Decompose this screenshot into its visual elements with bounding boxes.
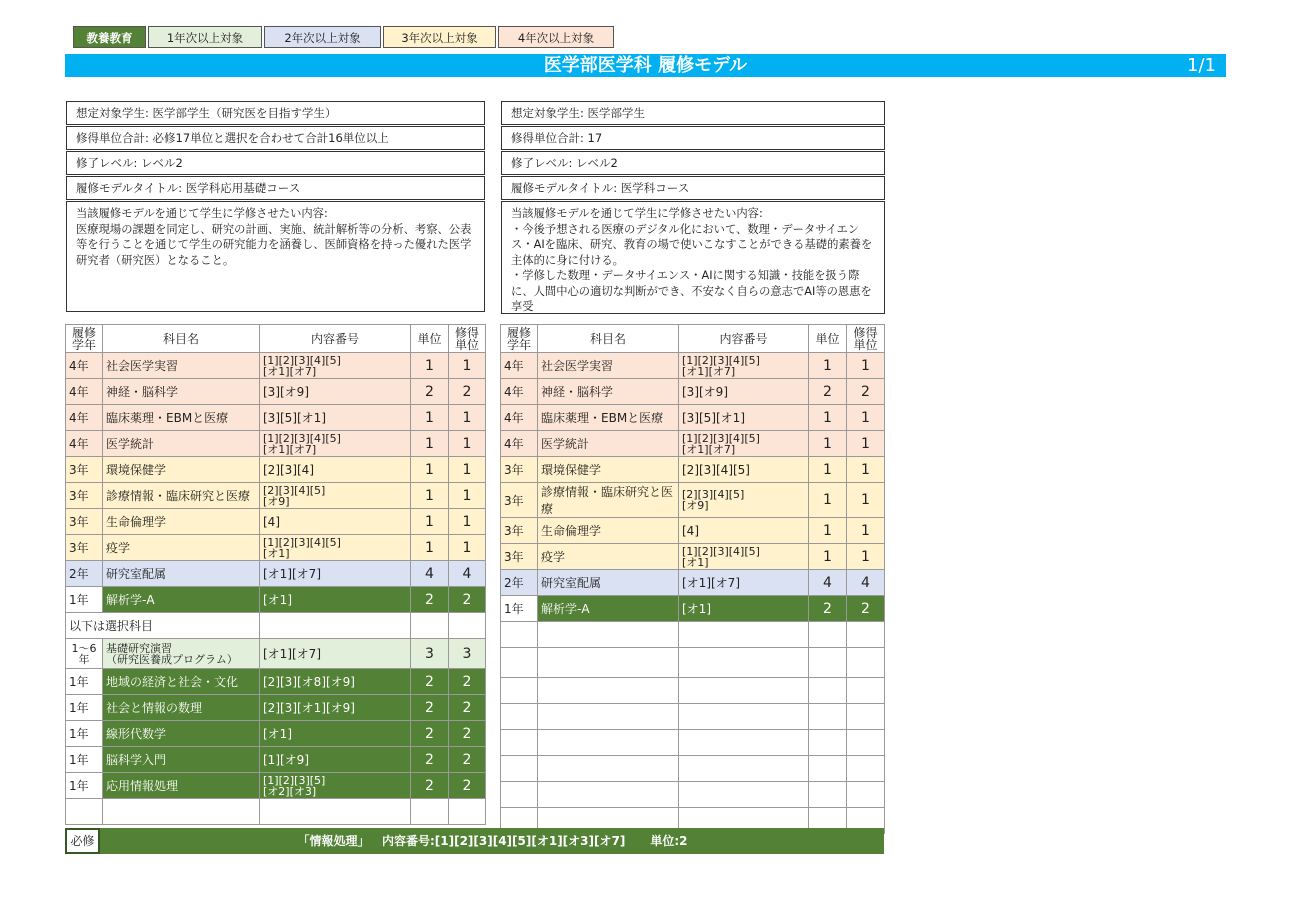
course-name: 生命倫理学	[103, 509, 260, 535]
course-name: 地域の経済と社会・文化	[103, 669, 260, 695]
course-unit: 1	[809, 518, 847, 544]
content-code: [2][3][オ1][オ9]	[260, 695, 411, 721]
course-year: 3年	[66, 535, 103, 561]
legend-year1: 1年次以上対象	[148, 26, 262, 48]
course-name: 社会医学実習	[538, 353, 679, 379]
right-course-table	[500, 324, 885, 834]
course-unit: 4	[411, 561, 449, 587]
content-code: [オ1][オ7]	[679, 570, 809, 596]
course-name: 臨床薬理・EBMと医療	[538, 405, 679, 431]
content-code: [1][2][3][4][5] [オ1][オ7]	[679, 431, 809, 457]
course-year: 1年	[66, 747, 103, 773]
required-course-info: 「情報処理」 内容番号:[1][2][3][4][5][オ1][オ3][オ7] 単位:2	[297, 834, 688, 848]
page-number: 1/1	[1187, 55, 1216, 76]
course-unit: 2	[411, 747, 449, 773]
course-unit: 2	[411, 669, 449, 695]
content-code: [4]	[679, 518, 809, 544]
empty-cell	[538, 648, 679, 678]
header-year: 履修 学年	[501, 325, 538, 353]
content-code: [1][2][3][5] [オ2][オ3]	[260, 773, 411, 799]
course-year: 3年	[66, 509, 103, 535]
earned-unit: 2	[449, 747, 486, 773]
earned-unit: 1	[449, 535, 486, 561]
earned-unit: 2	[449, 669, 486, 695]
right-info-panel	[501, 101, 885, 314]
right-model-title: 履修モデルタイトル: 医学科コース	[501, 176, 885, 200]
table-row	[501, 704, 885, 730]
content-code: [オ1]	[260, 587, 411, 613]
empty-cell	[809, 756, 847, 782]
course-name: 臨床薬理・EBMと医療	[103, 405, 260, 431]
course-name: 応用情報処理	[103, 773, 260, 799]
earned-unit: 1	[449, 353, 486, 379]
course-name: 医学統計	[538, 431, 679, 457]
earned-unit: 1	[847, 431, 885, 457]
table-row	[501, 622, 885, 648]
empty-cell	[679, 648, 809, 678]
header-unit: 単位	[411, 325, 449, 353]
course-name: 疫学	[103, 535, 260, 561]
content-code: [2][3][オ8][オ9]	[260, 669, 411, 695]
course-name: 研究室配属	[538, 570, 679, 596]
course-name: 医学統計	[103, 431, 260, 457]
empty-cell	[679, 704, 809, 730]
content-code: [2][3][4][5] [オ9]	[260, 483, 411, 509]
left-target-students: 想定対象学生: 医学部学生（研究医を目指す学生）	[66, 101, 485, 125]
earned-unit: 2	[847, 596, 885, 622]
content-code: [オ1][オ7]	[260, 561, 411, 587]
course-name: 環境保健学	[538, 457, 679, 483]
title-banner	[65, 54, 1226, 77]
earned-unit: 1	[449, 509, 486, 535]
course-name: 神経・脳科学	[538, 379, 679, 405]
empty-cell	[538, 782, 679, 808]
empty-cell	[538, 622, 679, 648]
course-year: 3年	[501, 518, 538, 544]
course-unit: 4	[809, 570, 847, 596]
table-row	[66, 721, 486, 747]
earned-unit: 1	[847, 457, 885, 483]
empty-cell	[449, 799, 486, 825]
course-year: 3年	[66, 457, 103, 483]
table-row	[66, 353, 486, 379]
content-code: [2][3][4]	[260, 457, 411, 483]
course-unit: 1	[411, 353, 449, 379]
table-row	[66, 405, 486, 431]
course-unit: 2	[411, 773, 449, 799]
empty-cell	[501, 648, 538, 678]
table-row	[501, 483, 885, 518]
required-badge: 必修	[65, 828, 100, 854]
course-unit: 1	[411, 457, 449, 483]
earned-unit: 1	[449, 431, 486, 457]
header-year: 履修 学年	[66, 325, 103, 353]
course-unit: 1	[809, 353, 847, 379]
empty-cell	[809, 704, 847, 730]
table-row	[501, 457, 885, 483]
content-code: [1][2][3][4][5] [オ1]	[679, 544, 809, 570]
table-row	[501, 782, 885, 808]
course-name: 診療情報・臨床研究と医療	[538, 483, 679, 518]
empty-cell	[679, 756, 809, 782]
course-year: 4年	[501, 405, 538, 431]
earned-unit: 4	[847, 570, 885, 596]
earned-unit: 2	[449, 587, 486, 613]
course-year: 4年	[501, 379, 538, 405]
empty-cell	[501, 678, 538, 704]
table-row	[66, 639, 486, 669]
course-unit: 1	[411, 535, 449, 561]
year-legend	[73, 26, 616, 48]
header-earned: 修得 単位	[847, 325, 885, 353]
course-unit: 2	[411, 379, 449, 405]
content-code: [オ1]	[260, 721, 411, 747]
table-row	[66, 379, 486, 405]
course-unit: 1	[411, 509, 449, 535]
empty-cell	[411, 799, 449, 825]
empty-cell	[103, 799, 260, 825]
empty-cell	[260, 799, 411, 825]
table-row	[66, 773, 486, 799]
earned-unit: 1	[847, 483, 885, 518]
table-row	[501, 431, 885, 457]
course-unit: 1	[809, 457, 847, 483]
table-row	[501, 596, 885, 622]
course-name: 脳科学入門	[103, 747, 260, 773]
course-unit: 1	[809, 483, 847, 518]
left-model-title: 履修モデルタイトル: 医学科応用基礎コース	[66, 176, 485, 200]
empty-cell	[847, 648, 885, 678]
course-unit: 2	[411, 721, 449, 747]
content-code: [3][オ9]	[260, 379, 411, 405]
left-level: 修了レベル: レベル2	[66, 151, 485, 175]
table-row	[66, 747, 486, 773]
course-year: 4年	[66, 431, 103, 457]
content-code: [3][5][オ1]	[679, 405, 809, 431]
course-name: 基礎研究演習 （研究医養成プログラム）	[103, 639, 260, 669]
empty-cell	[538, 730, 679, 756]
right-level: 修了レベル: レベル2	[501, 151, 885, 175]
earned-unit: 4	[449, 561, 486, 587]
earned-unit: 1	[449, 405, 486, 431]
required-course-footer	[65, 828, 884, 854]
empty-cell	[449, 613, 486, 639]
earned-unit: 2	[449, 773, 486, 799]
empty-cell	[847, 622, 885, 648]
empty-cell	[679, 730, 809, 756]
right-target-students: 想定対象学生: 医学部学生	[501, 101, 885, 125]
table-row	[501, 379, 885, 405]
earned-unit: 3	[449, 639, 486, 669]
table-row	[501, 518, 885, 544]
content-code: [1][2][3][4][5] [オ1]	[260, 535, 411, 561]
earned-unit: 2	[847, 379, 885, 405]
course-name: 社会医学実習	[103, 353, 260, 379]
empty-cell	[501, 756, 538, 782]
earned-unit: 1	[847, 353, 885, 379]
legend-year4: 4年次以上対象	[498, 26, 614, 48]
content-code: [3][5][オ1]	[260, 405, 411, 431]
table-row	[501, 405, 885, 431]
right-total-units: 修得単位合計: 17	[501, 126, 885, 150]
table-row	[501, 678, 885, 704]
content-code: [2][3][4][5]	[679, 457, 809, 483]
empty-cell	[501, 730, 538, 756]
table-row	[501, 648, 885, 678]
course-name: 解析学-A	[103, 587, 260, 613]
course-unit: 3	[411, 639, 449, 669]
course-name: 研究室配属	[103, 561, 260, 587]
table-row	[66, 799, 486, 825]
header-earned: 修得 単位	[449, 325, 486, 353]
course-name: 神経・脳科学	[103, 379, 260, 405]
course-name: 疫学	[538, 544, 679, 570]
course-year: 4年	[66, 379, 103, 405]
legend-year2: 2年次以上対象	[264, 26, 381, 48]
course-unit: 1	[809, 431, 847, 457]
content-code: [1][2][3][4][5] [オ1][オ7]	[260, 353, 411, 379]
content-code: [2][3][4][5] [オ9]	[679, 483, 809, 518]
empty-cell	[260, 613, 411, 639]
course-year: 4年	[66, 353, 103, 379]
content-code: [4]	[260, 509, 411, 535]
empty-cell	[66, 799, 103, 825]
course-year: 1年	[66, 773, 103, 799]
table-row	[66, 509, 486, 535]
content-code: [1][オ9]	[260, 747, 411, 773]
course-year: 1年	[66, 721, 103, 747]
course-name: 環境保健学	[103, 457, 260, 483]
table-row	[66, 535, 486, 561]
course-unit: 1	[809, 405, 847, 431]
left-course-table	[65, 324, 486, 825]
empty-cell	[538, 704, 679, 730]
legend-year3: 3年次以上対象	[383, 26, 496, 48]
earned-unit: 1	[847, 518, 885, 544]
course-unit: 2	[809, 596, 847, 622]
legend-general-education: 教養教育	[73, 26, 146, 48]
table-row	[501, 756, 885, 782]
header-course-name: 科目名	[103, 325, 260, 353]
section-note: 以下は選択科目	[66, 613, 260, 639]
right-description: 当該履修モデルを通じて学生に学修させたい内容: ・今後予想される医療のデジタル化において、数理・データサイエンス・AIを臨床、研究、教育の場で使いこなすことができる基礎的素養を主体的に身に付ける。 ・学修した数理・データサイエンス・AIに関する知識・技能を扱う際に、人間中心の適切な判断ができ、不安なく自らの意志でAI等の恩恵を享受	[501, 201, 885, 314]
table-row	[66, 669, 486, 695]
table-row	[66, 431, 486, 457]
empty-cell	[679, 622, 809, 648]
course-name: 社会と情報の数理	[103, 695, 260, 721]
empty-cell	[847, 678, 885, 704]
course-name: 生命倫理学	[538, 518, 679, 544]
earned-unit: 2	[449, 721, 486, 747]
left-info-panel	[66, 101, 485, 312]
empty-cell	[847, 704, 885, 730]
earned-unit: 2	[449, 695, 486, 721]
empty-cell	[679, 678, 809, 704]
course-year: 4年	[501, 431, 538, 457]
earned-unit: 1	[449, 483, 486, 509]
table-row	[66, 695, 486, 721]
course-year: 1年	[66, 695, 103, 721]
content-code: [オ1][オ7]	[260, 639, 411, 669]
table-row	[501, 353, 885, 379]
empty-cell	[847, 730, 885, 756]
content-code: [オ1]	[679, 596, 809, 622]
empty-cell	[809, 782, 847, 808]
course-year: 4年	[66, 405, 103, 431]
empty-cell	[809, 730, 847, 756]
course-year: 1～6 年	[66, 639, 103, 669]
empty-cell	[809, 678, 847, 704]
earned-unit: 1	[847, 405, 885, 431]
empty-cell	[679, 782, 809, 808]
course-unit: 2	[411, 587, 449, 613]
header-unit: 単位	[809, 325, 847, 353]
course-unit: 1	[809, 544, 847, 570]
course-year: 1年	[501, 596, 538, 622]
table-row	[501, 544, 885, 570]
earned-unit: 1	[847, 544, 885, 570]
course-year: 3年	[501, 483, 538, 518]
course-name: 診療情報・臨床研究と医療	[103, 483, 260, 509]
header-content-code: 内容番号	[679, 325, 809, 353]
empty-cell	[538, 756, 679, 782]
table-row	[501, 570, 885, 596]
course-year: 1年	[66, 587, 103, 613]
course-year: 3年	[501, 457, 538, 483]
empty-cell	[501, 622, 538, 648]
table-row	[66, 457, 486, 483]
course-year: 2年	[66, 561, 103, 587]
course-unit: 1	[411, 483, 449, 509]
empty-cell	[411, 613, 449, 639]
course-year: 3年	[66, 483, 103, 509]
content-code: [1][2][3][4][5] [オ1][オ7]	[679, 353, 809, 379]
content-code: [1][2][3][4][5] [オ1][オ7]	[260, 431, 411, 457]
header-course-name: 科目名	[538, 325, 679, 353]
course-name: 線形代数学	[103, 721, 260, 747]
empty-cell	[847, 782, 885, 808]
left-total-units: 修得単位合計: 必修17単位と選択を合わせて合計16単位以上	[66, 126, 485, 150]
course-unit: 1	[411, 431, 449, 457]
empty-cell	[501, 782, 538, 808]
empty-cell	[501, 704, 538, 730]
course-unit: 2	[411, 695, 449, 721]
header-content-code: 内容番号	[260, 325, 411, 353]
earned-unit: 2	[449, 379, 486, 405]
earned-unit: 1	[449, 457, 486, 483]
table-row	[66, 587, 486, 613]
course-year: 3年	[501, 544, 538, 570]
table-row	[501, 730, 885, 756]
empty-cell	[809, 622, 847, 648]
table-row	[66, 561, 486, 587]
course-unit: 2	[809, 379, 847, 405]
table-row	[66, 483, 486, 509]
course-unit: 1	[411, 405, 449, 431]
empty-cell	[538, 678, 679, 704]
course-year: 4年	[501, 353, 538, 379]
empty-cell	[847, 756, 885, 782]
empty-cell	[809, 648, 847, 678]
course-year: 2年	[501, 570, 538, 596]
left-description: 当該履修モデルを通じて学生に学修させたい内容: 医療現場の課題を同定し、研究の計画、実施、統計解析等の分析、考察、公表等を行うことを通じて学生の研究能力を涵養し、医師資格を持った優れた医学研究者（研究医）となること。	[66, 201, 485, 312]
course-name: 解析学-A	[538, 596, 679, 622]
content-code: [3][オ9]	[679, 379, 809, 405]
course-year: 1年	[66, 669, 103, 695]
table-row	[66, 613, 486, 639]
page-title: 医学部医学科 履修モデル	[543, 55, 748, 76]
